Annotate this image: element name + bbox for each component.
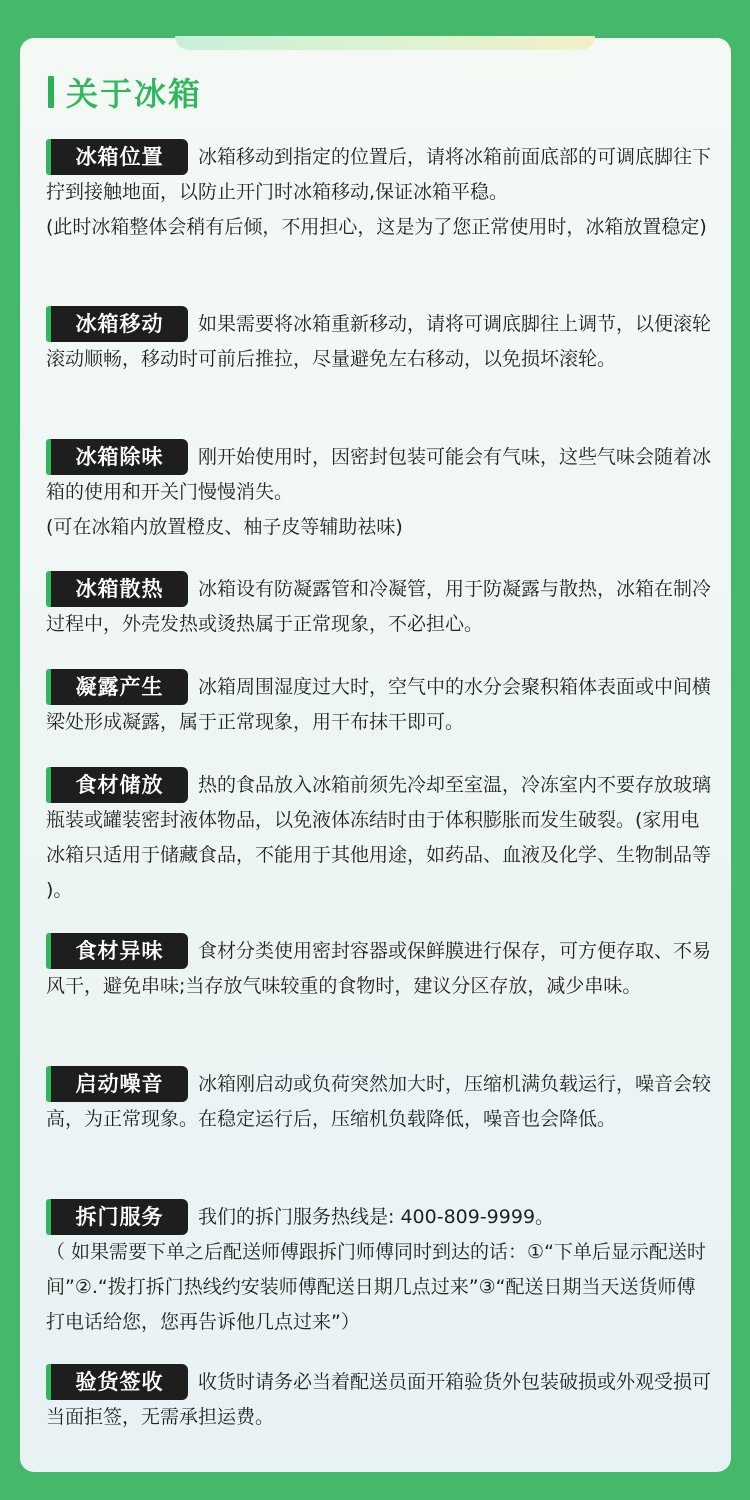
- section-fridge-moving: [46, 306, 714, 377]
- section-text: 刚开始使用时，因密封包装可能会有气味，这些气味会随着冰箱的使用和开关门慢慢消失。: [46, 446, 712, 503]
- page-title: 关于冰箱: [66, 75, 203, 113]
- heading-accent-bar: [48, 76, 54, 108]
- section-note: （ 如果需要下单之后配送师傅跟拆门师傅同时到达的话：①“下单后显示配送时间”②.“拨打拆门热线约安装师傅配送日期几点过来”③“配送日期当天送货师傅打电话给您，您再告诉他几点过来”）: [46, 1241, 706, 1333]
- section-fridge-deodorize: [46, 439, 714, 545]
- section-tag: 冰箱除味: [46, 439, 188, 475]
- info-card: [20, 38, 731, 1472]
- top-glow-decoration: [175, 36, 595, 50]
- section-text: 我们的拆门服务热线是: 400-809-9999。: [198, 1206, 555, 1228]
- section-startup-noise: [46, 1066, 714, 1137]
- section-text: 热的食品放入冰箱前须先冷却至室温，冷冻室内不要存放玻璃瓶装或罐装密封液体物品，以免液体冻结时由于体积膨胀而发生破裂。(家用电冰箱只适用于储藏食品，不能用于其他用途，如药品、血液及化学、生物制品等 )。: [46, 774, 712, 901]
- section-door-removal: [46, 1199, 714, 1340]
- section-tag: 凝露产生: [46, 669, 188, 705]
- section-food-odor: [46, 933, 714, 1004]
- section-tag: 冰箱散热: [46, 571, 188, 607]
- section-text: 冰箱设有防凝露管和冷凝管，用于防凝露与散热，冰箱在制冷过程中，外壳发热或烫热属于正常现象，不必担心。: [46, 578, 712, 635]
- section-tag: 拆门服务: [46, 1199, 188, 1235]
- section-text: 如果需要将冰箱重新移动，请将可调底脚往上调节，以便滚轮滚动顺畅，移动时可前后推拉，尽量避免左右移动，以免损坏滚轮。: [46, 313, 712, 370]
- section-fridge-heat: [46, 571, 714, 642]
- section-condensation: [46, 669, 714, 740]
- section-text: 冰箱移动到指定的位置后，请将冰箱前面底部的可调底脚往下拧到接触地面，以防止开门时冰箱移动,保证冰箱平稳。: [46, 146, 712, 203]
- section-tag: 冰箱位置: [46, 139, 188, 175]
- section-fridge-position: [46, 139, 714, 245]
- section-note: (可在冰箱内放置橙皮、柚子皮等辅助祛味): [46, 516, 403, 538]
- section-tag: 食材储放: [46, 767, 188, 803]
- section-tag: 冰箱移动: [46, 306, 188, 342]
- section-food-storage: [46, 767, 714, 908]
- page-heading: [48, 70, 202, 114]
- section-tag: 启动噪音: [46, 1066, 188, 1102]
- section-text: 冰箱周围湿度过大时，空气中的水分会聚积箱体表面或中间横梁处形成凝露，属于正常现象，用干布抹干即可。: [46, 676, 712, 733]
- section-note: (此时冰箱整体会稍有后倾，不用担心，这是为了您正常使用时，冰箱放置稳定): [46, 216, 707, 238]
- section-text: 食材分类使用密封容器或保鲜膜进行保存，可方便存取、不易风干，避免串味;当存放气味较重的食物时，建议分区存放，减少串味。: [46, 940, 712, 997]
- section-delivery-check: [46, 1364, 714, 1435]
- section-tag: 验货签收: [46, 1364, 188, 1400]
- section-tag: 食材异味: [46, 933, 188, 969]
- section-text: 冰箱刚启动或负荷突然加大时，压缩机满负载运行，噪音会较高，为正常现象。在稳定运行后，压缩机负载降低，噪音也会降低。: [46, 1073, 712, 1130]
- section-text: 收货时请务必当着配送员面开箱验货外包装破损或外观受损可当面拒签，无需承担运费。: [46, 1371, 712, 1428]
